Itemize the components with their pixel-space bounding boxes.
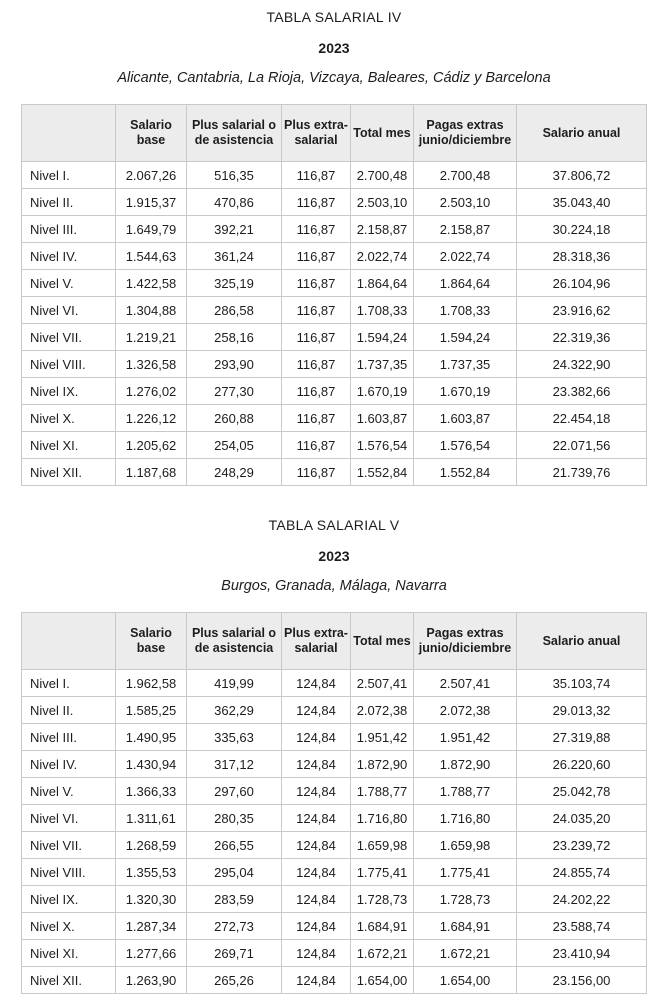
value-cell: 24.855,74 [517,859,647,886]
value-cell: 2.503,10 [351,189,414,216]
level-label: Nivel I. [22,162,116,189]
value-cell: 1.603,87 [351,405,414,432]
value-cell: 1.716,80 [351,805,414,832]
column-header: Pagas extras junio/diciembre [414,613,517,670]
value-cell: 1.684,91 [351,913,414,940]
table-row [22,967,647,994]
value-cell: 1.205,62 [116,432,187,459]
value-cell: 116,87 [282,405,351,432]
value-cell: 1.287,34 [116,913,187,940]
value-cell: 124,84 [282,859,351,886]
value-cell: 1.951,42 [414,724,517,751]
value-cell: 260,88 [187,405,282,432]
value-cell: 2.072,38 [351,697,414,724]
value-cell: 37.806,72 [517,162,647,189]
column-header: Salario anual [517,613,647,670]
corner-header-cell [22,105,116,162]
table-row [22,778,647,805]
value-cell: 2.700,48 [351,162,414,189]
value-cell: 1.788,77 [414,778,517,805]
value-cell: 269,71 [187,940,282,967]
value-cell: 1.659,98 [414,832,517,859]
table-row [22,751,647,778]
value-cell: 1.737,35 [414,351,517,378]
value-cell: 2.507,41 [351,670,414,697]
level-label: Nivel IX. [22,378,116,405]
value-cell: 248,29 [187,459,282,486]
value-cell: 258,16 [187,324,282,351]
value-cell: 2.158,87 [351,216,414,243]
value-cell: 1.788,77 [351,778,414,805]
value-cell: 362,29 [187,697,282,724]
level-label: Nivel II. [22,189,116,216]
table-body [22,670,647,994]
value-cell: 28.318,36 [517,243,647,270]
table-row [22,351,647,378]
value-cell: 2.700,48 [414,162,517,189]
value-cell: 124,84 [282,832,351,859]
value-cell: 272,73 [187,913,282,940]
column-header: Plus salarial o de asistencia [187,105,282,162]
value-cell: 1.872,90 [351,751,414,778]
value-cell: 280,35 [187,805,282,832]
value-cell: 27.319,88 [517,724,647,751]
table-regions: Alicante, Cantabria, La Rioja, Vizcaya, Baleares, Cádiz y Barcelona [117,70,551,86]
table-regions: Burgos, Granada, Málaga, Navarra [221,578,447,594]
level-label: Nivel VIII. [22,351,116,378]
table-row [22,940,647,967]
value-cell: 516,35 [187,162,282,189]
level-label: Nivel III. [22,216,116,243]
value-cell: 1.219,21 [116,324,187,351]
value-cell: 23.156,00 [517,967,647,994]
table-row [22,670,647,697]
value-cell: 2.158,87 [414,216,517,243]
value-cell: 1.603,87 [414,405,517,432]
value-cell: 24.202,22 [517,886,647,913]
level-label: Nivel VIII. [22,859,116,886]
value-cell: 24.322,90 [517,351,647,378]
value-cell: 124,84 [282,751,351,778]
table-row [22,459,647,486]
value-cell: 1.962,58 [116,670,187,697]
value-cell: 392,21 [187,216,282,243]
table-row [22,697,647,724]
value-cell: 1.576,54 [351,432,414,459]
value-cell: 116,87 [282,216,351,243]
value-cell: 124,84 [282,724,351,751]
value-cell: 1.649,79 [116,216,187,243]
value-cell: 2.072,38 [414,697,517,724]
value-cell: 295,04 [187,859,282,886]
value-cell: 1.737,35 [351,351,414,378]
value-cell: 335,63 [187,724,282,751]
value-cell: 116,87 [282,432,351,459]
value-cell: 116,87 [282,270,351,297]
level-label: Nivel II. [22,697,116,724]
value-cell: 419,99 [187,670,282,697]
value-cell: 116,87 [282,297,351,324]
value-cell: 22.454,18 [517,405,647,432]
level-label: Nivel XII. [22,459,116,486]
column-header: Plus salarial o de asistencia [187,613,282,670]
value-cell: 1.490,95 [116,724,187,751]
table-row [22,324,647,351]
column-header: Salario base [116,105,187,162]
level-label: Nivel X. [22,405,116,432]
column-header: Total mes [351,105,414,162]
column-header: Salario anual [517,105,647,162]
table-row [22,432,647,459]
value-cell: 1.544,63 [116,243,187,270]
value-cell: 124,84 [282,670,351,697]
value-cell: 35.103,74 [517,670,647,697]
value-cell: 1.326,58 [116,351,187,378]
value-cell: 116,87 [282,351,351,378]
value-cell: 470,86 [187,189,282,216]
level-label: Nivel VII. [22,832,116,859]
value-cell: 1.430,94 [116,751,187,778]
value-cell: 2.503,10 [414,189,517,216]
value-cell: 124,84 [282,886,351,913]
value-cell: 1.187,68 [116,459,187,486]
value-cell: 2.067,26 [116,162,187,189]
level-label: Nivel XII. [22,967,116,994]
table-title: TABLA SALARIAL IV [266,9,402,25]
value-cell: 1.672,21 [414,940,517,967]
value-cell: 361,24 [187,243,282,270]
value-cell: 1.654,00 [351,967,414,994]
level-label: Nivel VII. [22,324,116,351]
level-label: Nivel IV. [22,243,116,270]
value-cell: 265,26 [187,967,282,994]
value-cell: 1.951,42 [351,724,414,751]
value-cell: 1.594,24 [351,324,414,351]
value-cell: 29.013,32 [517,697,647,724]
value-cell: 266,55 [187,832,282,859]
value-cell: 124,84 [282,913,351,940]
value-cell: 1.422,58 [116,270,187,297]
value-cell: 1.728,73 [351,886,414,913]
value-cell: 23.382,66 [517,378,647,405]
value-cell: 1.263,90 [116,967,187,994]
value-cell: 1.304,88 [116,297,187,324]
value-cell: 1.366,33 [116,778,187,805]
value-cell: 1.872,90 [414,751,517,778]
value-cell: 1.864,64 [351,270,414,297]
value-cell: 1.684,91 [414,913,517,940]
table-row [22,378,647,405]
table-row [22,913,647,940]
value-cell: 35.043,40 [517,189,647,216]
value-cell: 1.355,53 [116,859,187,886]
level-label: Nivel IV. [22,751,116,778]
value-cell: 1.594,24 [414,324,517,351]
value-cell: 2.022,74 [414,243,517,270]
level-label: Nivel IX. [22,886,116,913]
value-cell: 1.775,41 [414,859,517,886]
table-row [22,859,647,886]
salary-table-section-iv [0,8,668,486]
value-cell: 1.659,98 [351,832,414,859]
value-cell: 116,87 [282,378,351,405]
level-label: Nivel VI. [22,805,116,832]
value-cell: 1.670,19 [351,378,414,405]
value-cell: 254,05 [187,432,282,459]
table-header [22,105,647,162]
value-cell: 1.585,25 [116,697,187,724]
value-cell: 116,87 [282,189,351,216]
level-label: Nivel III. [22,724,116,751]
table-row [22,216,647,243]
value-cell: 1.728,73 [414,886,517,913]
value-cell: 22.319,36 [517,324,647,351]
level-label: Nivel V. [22,778,116,805]
column-header: Total mes [351,613,414,670]
value-cell: 1.672,21 [351,940,414,967]
value-cell: 1.268,59 [116,832,187,859]
value-cell: 116,87 [282,459,351,486]
table-body [22,162,647,486]
value-cell: 23.916,62 [517,297,647,324]
value-cell: 1.277,66 [116,940,187,967]
table-row [22,405,647,432]
corner-header-cell [22,613,116,670]
value-cell: 283,59 [187,886,282,913]
value-cell: 1.670,19 [414,378,517,405]
value-cell: 286,58 [187,297,282,324]
value-cell: 124,84 [282,940,351,967]
value-cell: 277,30 [187,378,282,405]
value-cell: 1.311,61 [116,805,187,832]
column-header: Salario base [116,613,187,670]
value-cell: 116,87 [282,243,351,270]
value-cell: 1.708,33 [351,297,414,324]
value-cell: 22.071,56 [517,432,647,459]
value-cell: 2.507,41 [414,670,517,697]
value-cell: 26.104,96 [517,270,647,297]
salary-table-section-v [0,516,668,994]
value-cell: 1.654,00 [414,967,517,994]
table-row [22,297,647,324]
value-cell: 1.864,64 [414,270,517,297]
salary-table-iv [21,104,647,486]
value-cell: 124,84 [282,697,351,724]
value-cell: 1.775,41 [351,859,414,886]
level-label: Nivel XI. [22,432,116,459]
value-cell: 1.576,54 [414,432,517,459]
value-cell: 1.708,33 [414,297,517,324]
table-row [22,270,647,297]
table-row [22,724,647,751]
table-row [22,243,647,270]
value-cell: 1.552,84 [414,459,517,486]
value-cell: 124,84 [282,805,351,832]
value-cell: 26.220,60 [517,751,647,778]
value-cell: 1.320,30 [116,886,187,913]
value-cell: 23.588,74 [517,913,647,940]
value-cell: 293,90 [187,351,282,378]
value-cell: 1.915,37 [116,189,187,216]
level-label: Nivel X. [22,913,116,940]
column-header: Plus extra-salarial [282,613,351,670]
value-cell: 30.224,18 [517,216,647,243]
table-title: TABLA SALARIAL V [268,517,400,533]
table-row [22,162,647,189]
value-cell: 1.276,02 [116,378,187,405]
salary-table-v [21,612,647,994]
value-cell: 116,87 [282,324,351,351]
value-cell: 124,84 [282,967,351,994]
value-cell: 1.226,12 [116,405,187,432]
value-cell: 2.022,74 [351,243,414,270]
value-cell: 23.410,94 [517,940,647,967]
table-row [22,886,647,913]
level-label: Nivel V. [22,270,116,297]
level-label: Nivel VI. [22,297,116,324]
table-year: 2023 [318,548,350,564]
value-cell: 116,87 [282,162,351,189]
value-cell: 317,12 [187,751,282,778]
column-header: Pagas extras junio/diciembre [414,105,517,162]
table-row [22,189,647,216]
table-header [22,613,647,670]
value-cell: 1.716,80 [414,805,517,832]
value-cell: 1.552,84 [351,459,414,486]
value-cell: 23.239,72 [517,832,647,859]
table-row [22,832,647,859]
value-cell: 24.035,20 [517,805,647,832]
value-cell: 21.739,76 [517,459,647,486]
value-cell: 297,60 [187,778,282,805]
table-year: 2023 [318,40,350,56]
level-label: Nivel XI. [22,940,116,967]
column-header: Plus extra-salarial [282,105,351,162]
value-cell: 325,19 [187,270,282,297]
value-cell: 124,84 [282,778,351,805]
value-cell: 25.042,78 [517,778,647,805]
table-row [22,805,647,832]
level-label: Nivel I. [22,670,116,697]
